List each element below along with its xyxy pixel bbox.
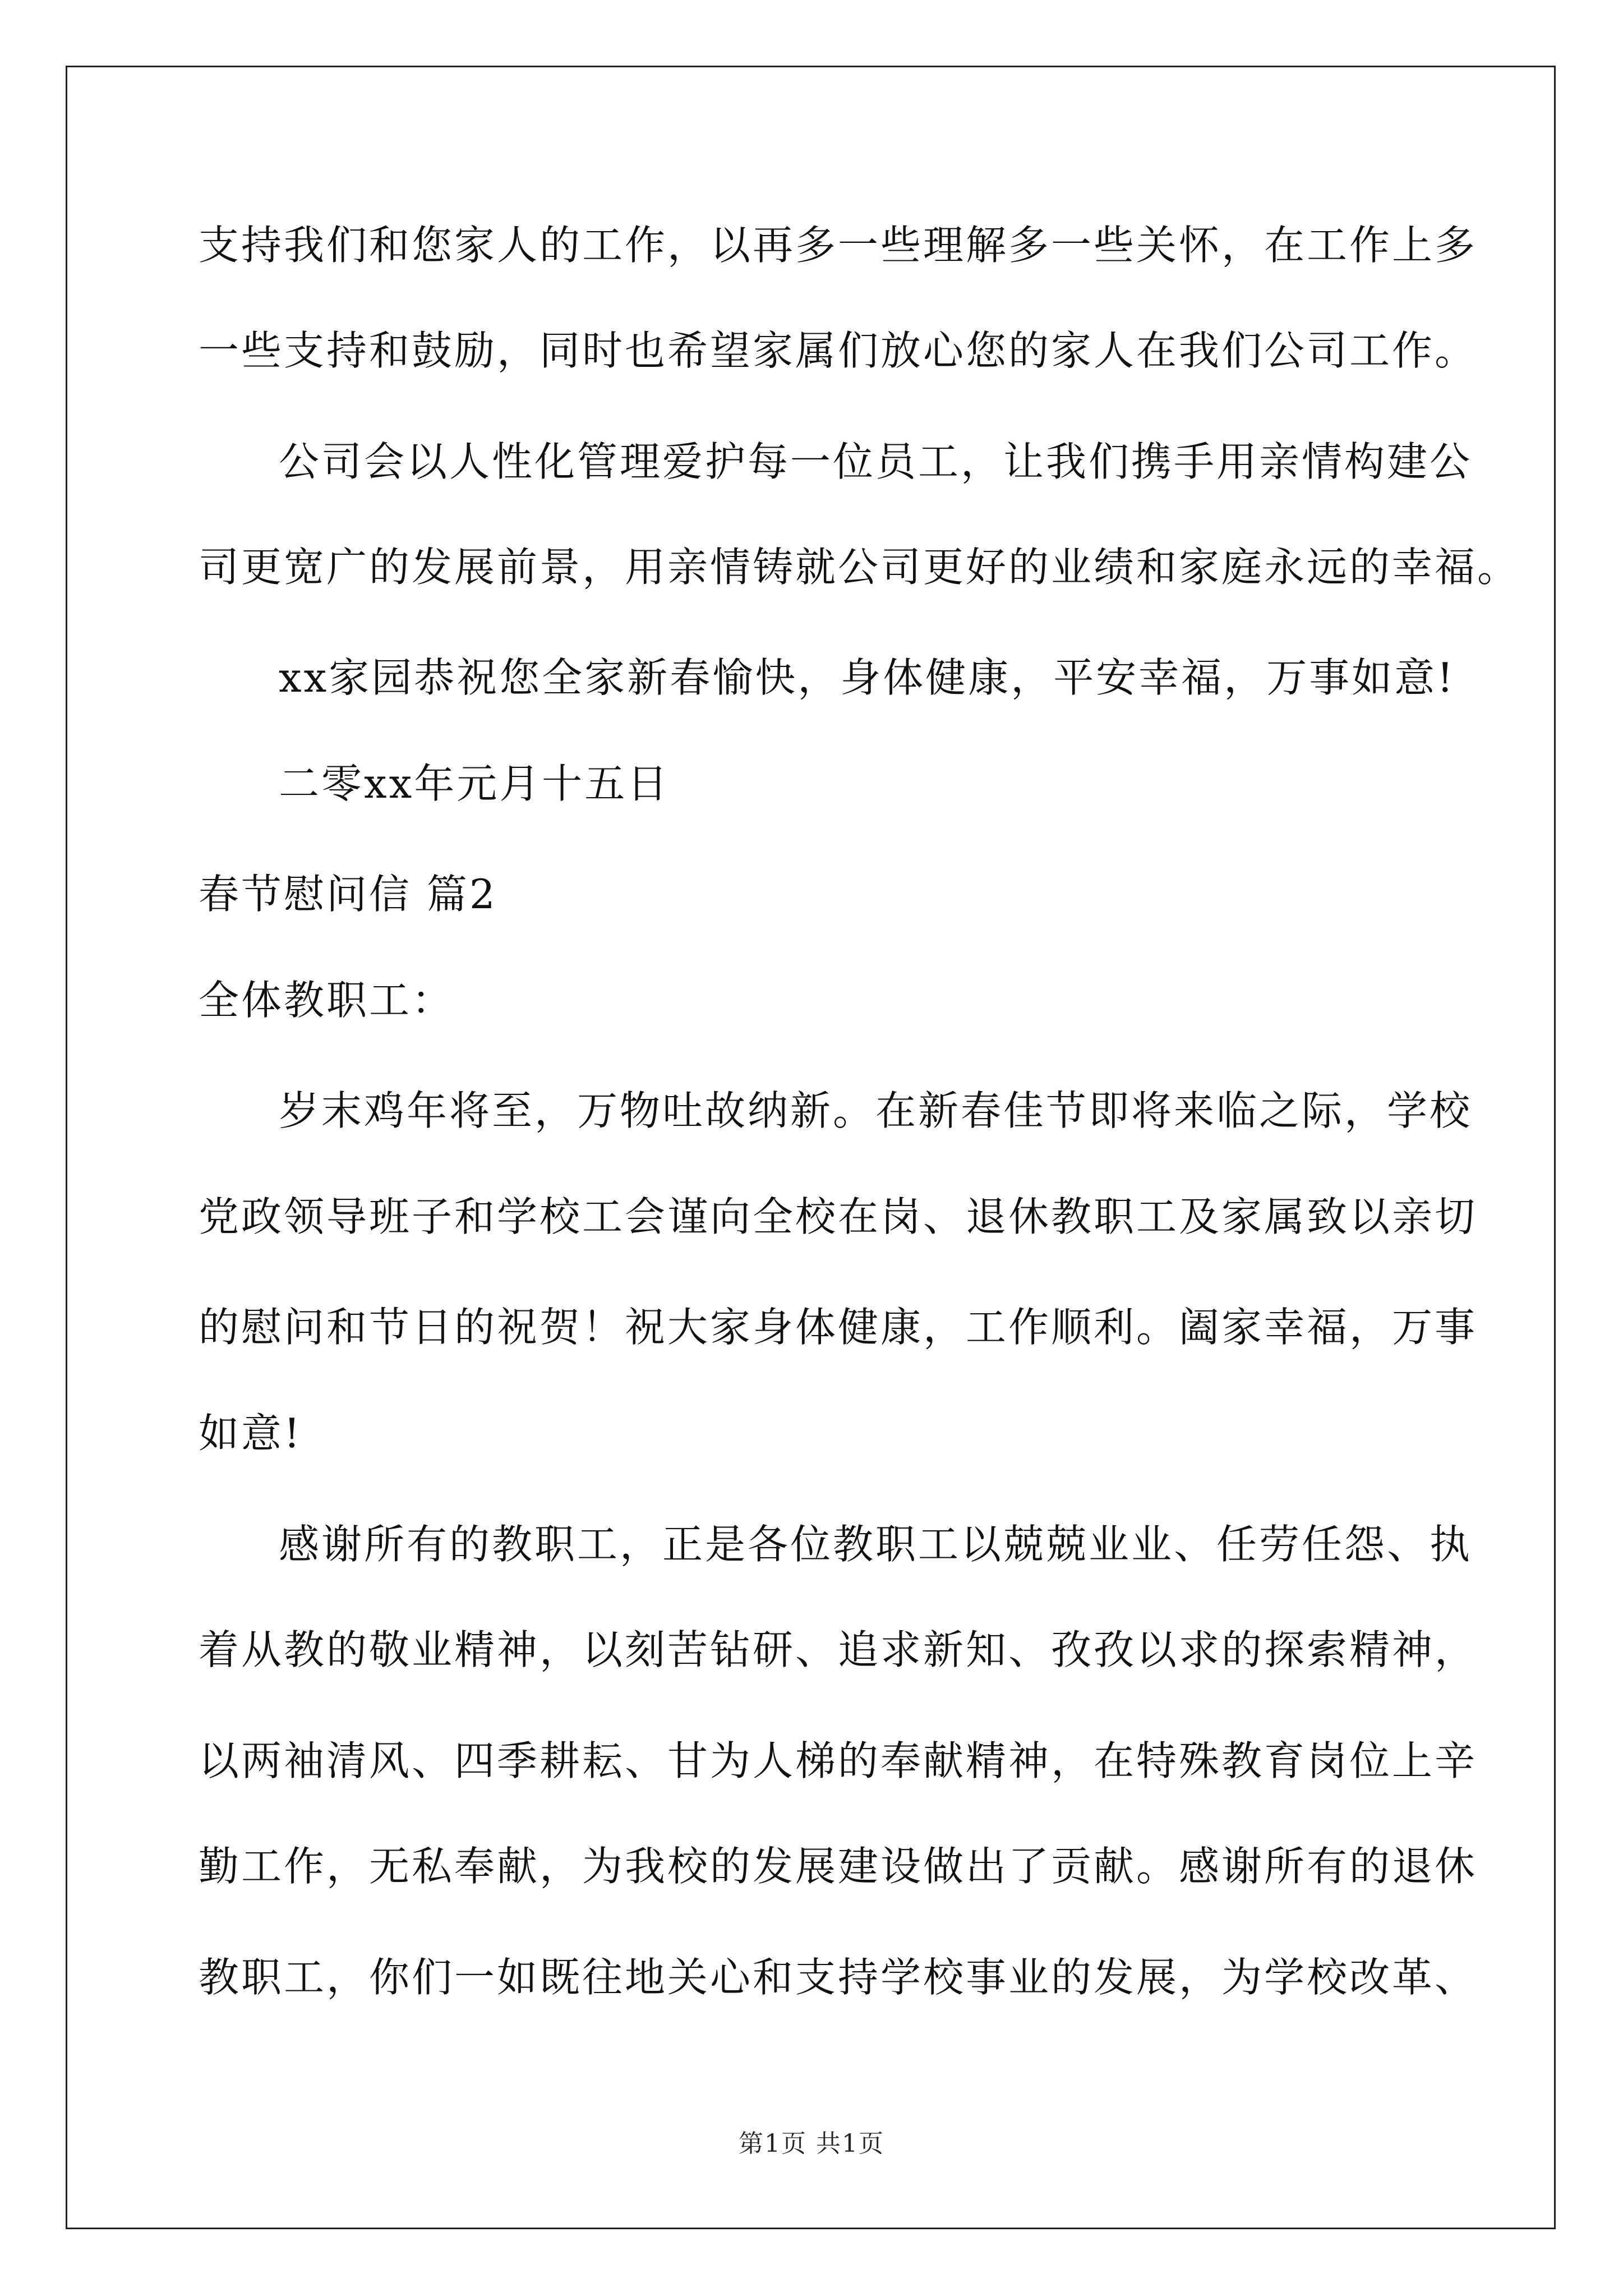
body-text-line: 党政领导班子和学校工会谨向全校在岗、退休教职工及家属致以亲切 [199,1193,1478,1240]
greeting-line: xx家园恭祝您全家新春愉快，身体健康，平安幸福，万事如意! [279,654,1456,701]
body-text-line: 岁末鸡年将至，万物吐故纳新。在新春佳节即将来临之际，学校 [279,1087,1473,1134]
salutation: 全体教职工： [199,977,455,1024]
body-text-line: 感谢所有的教职工，正是各位教职工以兢兢业业、任劳任怨、执 [279,1521,1473,1568]
body-text-line: 一些支持和鼓励，同时也希望家属们放心您的家人在我们公司工作。 [199,327,1478,374]
body-text-line: 着从教的敬业精神，以刻苦钻研、追求新知、孜孜以求的探索精神， [199,1626,1478,1673]
body-text-line: 司更宽广的发展前景，用亲情铸就公司更好的业绩和家庭永远的幸福。 [199,544,1520,591]
body-text-line: 教职工，你们一如既往地关心和支持学校事业的发展，为学校改革、 [199,1954,1478,2001]
body-text-line: 勤工作，无私奉献，为我校的发展建设做出了贡献。感谢所有的退休 [199,1843,1478,1890]
page-border [66,66,1556,2229]
body-text-line: 的慰问和节日的祝贺！祝大家身体健康，工作顺利。阖家幸福，万事 [199,1304,1478,1351]
page-footer: 第1页 共1页 [739,2129,884,2158]
body-text-line: 公司会以人性化管理爱护每一位员工，让我们携手用亲情构建公 [279,438,1473,485]
body-text-line: 支持我们和您家人的工作，以再多一些理解多一些关怀，在工作上多 [199,222,1478,269]
section-heading: 春节慰问信 篇2 [199,871,497,918]
body-text-line: 如意! [199,1410,302,1457]
body-text-line: 以两袖清风、四季耕耘、甘为人梯的奉献精神，在特殊教育岗位上辛 [199,1737,1478,1784]
date-line: 二零xx年元月十五日 [279,760,670,807]
